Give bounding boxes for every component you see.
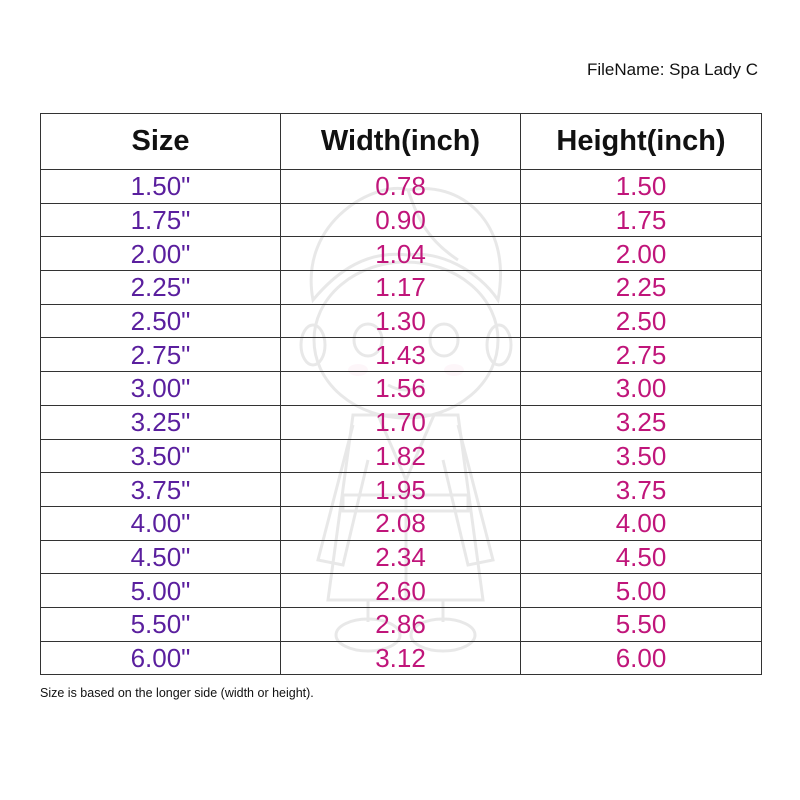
size-cell: 2.75" — [41, 338, 281, 372]
width-cell: 2.60 — [281, 574, 521, 608]
size-cell: 4.00" — [41, 506, 281, 540]
width-cell: 1.95 — [281, 473, 521, 507]
table-row — [41, 304, 762, 338]
table-row — [41, 338, 762, 372]
filename-label: FileName: Spa Lady C — [586, 60, 758, 79]
height-cell: 1.75 — [521, 203, 762, 237]
table-body — [41, 170, 762, 675]
size-cell: 5.50" — [41, 607, 281, 641]
height-cell: 3.75 — [521, 473, 762, 507]
height-cell: 6.00 — [521, 641, 762, 675]
table-row — [41, 237, 762, 271]
height-cell: 3.00 — [521, 372, 762, 406]
size-cell: 5.00" — [41, 574, 281, 608]
height-cell: 2.00 — [521, 237, 762, 271]
height-cell: 4.00 — [521, 506, 762, 540]
table-row — [41, 372, 762, 406]
height-cell: 5.50 — [521, 607, 762, 641]
height-cell: 2.25 — [521, 271, 762, 305]
size-cell: 2.25" — [41, 271, 281, 305]
size-cell: 1.75" — [41, 203, 281, 237]
width-cell: 1.43 — [281, 338, 521, 372]
size-cell: 3.50" — [41, 439, 281, 473]
table-row — [41, 473, 762, 507]
height-cell: 5.00 — [521, 574, 762, 608]
width-cell: 1.70 — [281, 405, 521, 439]
size-chart-table — [40, 113, 762, 675]
width-cell: 0.78 — [281, 170, 521, 204]
height-cell: 2.75 — [521, 338, 762, 372]
size-cell: 4.50" — [41, 540, 281, 574]
table-row — [41, 574, 762, 608]
width-cell: 1.82 — [281, 439, 521, 473]
height-cell: 4.50 — [521, 540, 762, 574]
table-row — [41, 506, 762, 540]
table-row — [41, 641, 762, 675]
width-cell: 1.56 — [281, 372, 521, 406]
width-cell: 2.34 — [281, 540, 521, 574]
size-cell: 2.00" — [41, 237, 281, 271]
height-cell: 1.50 — [521, 170, 762, 204]
height-cell: 3.25 — [521, 405, 762, 439]
header-height: Height(inch) — [521, 114, 762, 170]
size-cell: 6.00" — [41, 641, 281, 675]
size-cell: 3.00" — [41, 372, 281, 406]
width-cell: 3.12 — [281, 641, 521, 675]
size-cell: 3.75" — [41, 473, 281, 507]
width-cell: 1.17 — [281, 271, 521, 305]
width-cell: 1.04 — [281, 237, 521, 271]
width-cell: 2.08 — [281, 506, 521, 540]
width-cell: 2.86 — [281, 607, 521, 641]
table-header-row — [41, 114, 762, 170]
width-cell: 1.30 — [281, 304, 521, 338]
size-note: Size is based on the longer side (width or height). — [40, 686, 314, 700]
table-row — [41, 170, 762, 204]
size-cell: 2.50" — [41, 304, 281, 338]
height-cell: 2.50 — [521, 304, 762, 338]
header-size: Size — [41, 114, 281, 170]
width-cell: 0.90 — [281, 203, 521, 237]
table-row — [41, 271, 762, 305]
height-cell: 3.50 — [521, 439, 762, 473]
table-row — [41, 405, 762, 439]
size-cell: 1.50" — [41, 170, 281, 204]
table-row — [41, 203, 762, 237]
table-row — [41, 607, 762, 641]
table-row — [41, 540, 762, 574]
header-width: Width(inch) — [281, 114, 521, 170]
size-cell: 3.25" — [41, 405, 281, 439]
table-row — [41, 439, 762, 473]
